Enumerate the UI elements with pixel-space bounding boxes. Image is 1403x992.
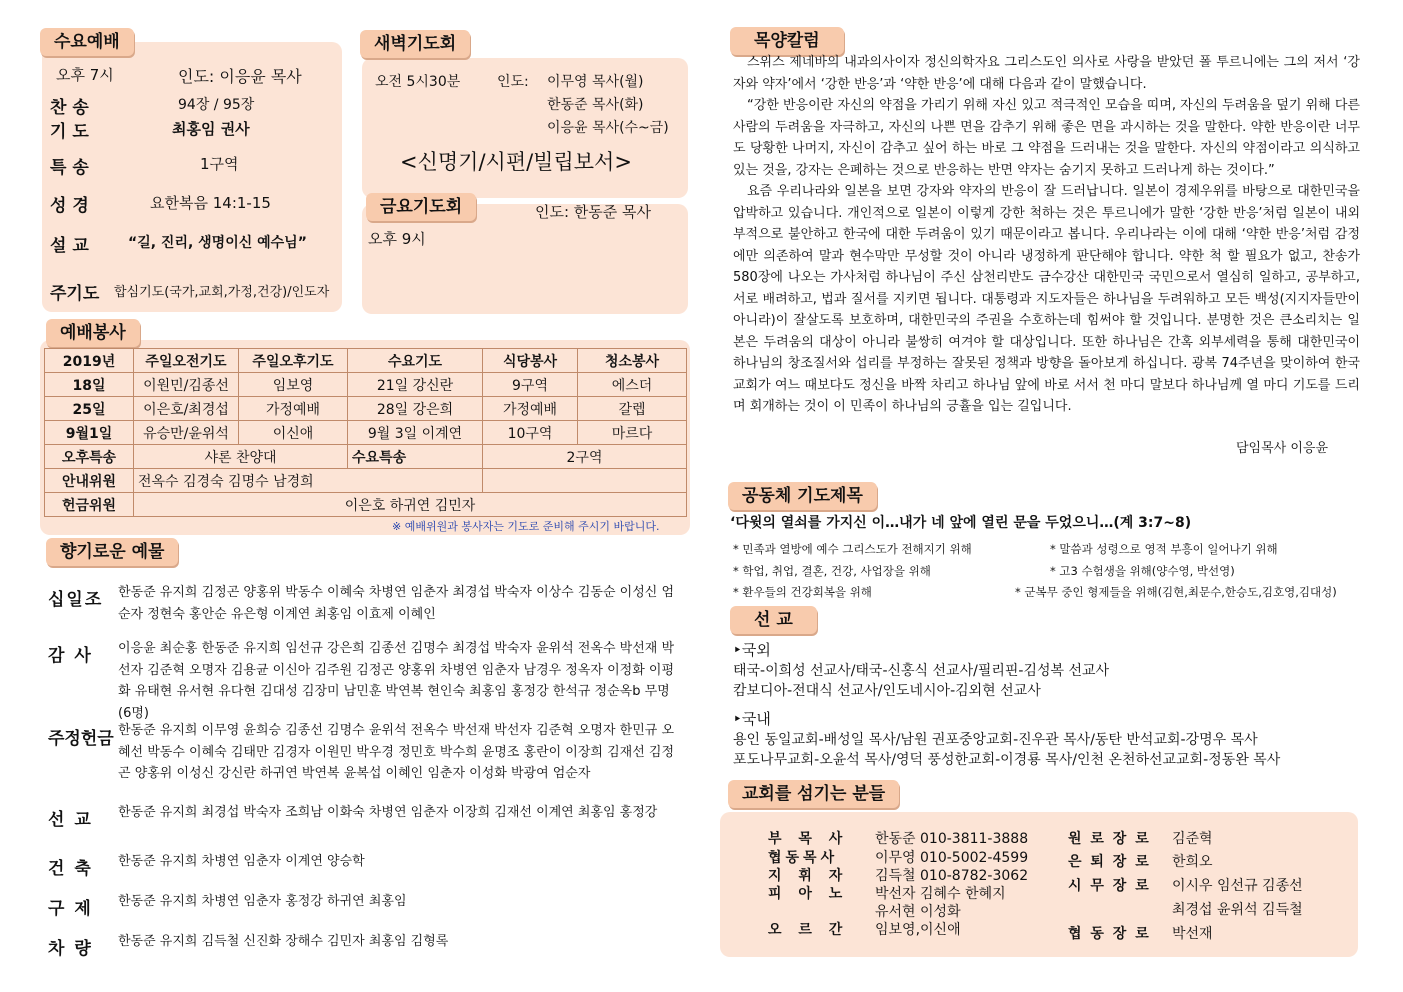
offering-label-vehicle: 차 량 — [48, 939, 93, 959]
wed-value-special: 1구역 — [200, 155, 239, 173]
table-cell: 18일 — [45, 373, 134, 397]
table-header: 수요기도 — [348, 349, 483, 373]
dawn-leader-label: 인도: — [497, 74, 529, 90]
table-cell: 10구역 — [483, 421, 578, 445]
dawn-leader-2: 한동준 목사(화) — [547, 97, 644, 113]
table-row — [45, 349, 687, 373]
mission-abroad-line: 태국-이희성 선교사/태국-신홍식 선교사/필리핀-김성복 선교사 — [733, 663, 1110, 679]
column-paragraph: 요즘 우리나라와 일본을 보면 강자와 약자의 반응이 잘 드러납니다. 일본이 경제우위를 바탕으로 대한민국을 압박하고 있습니다. 개인적으로 일본이 이렇게 강한 척하는 것은 투르니에가 말한 ‘강한 반응’처럼 일본이 내외부적으로 불안하고 한국에 대한 두려움이 있기 때문이라고 봅니다. 우리나라는 이에 대해 ‘약한 반응’처럼 감정에만 의존하여 말과 현수막만 무성할 것이 아니라 냉정하게 판단해야 합니다. 약한 척 할 필요가 없고, 찬송가 580장에 나오는 가사처럼 하나님이 주신 삼천리반도 금수강산 대한민국 국민으로서 열심히 일하고, 공부하고, 서로 배려하고, 법과 질서를 지키면 됩니다. 대통령과 지도자들은 하나님을 두려워하고 모든 백성(지지자들만이 아니라)이 잘살도록 보호하며, 대한민국의 주권을 수호하는데 힘써야 할 것입니다. 분명한 것은 큰소리치는 일본은 두려움의 대상이 아니라 불쌍히 여겨야 할 대상입니다. 또한 하나님은 간혹 외부세력을 통해 대한민국이 하나님의 창조질서와 섭리를 부정하는 잘못된 정책과 방향을 돌아보게 하십니다. 광복 74주년을 맞이하여 한국교회가 여느 때보다도 정신을 바짝 차리고 하나님 앞에 바로 서서 천 마디 말보다 하나님께 열 마디 기도를 드리며 회개하는 것이 이 민족이 하나님의 긍휼을 입는 길입니다. — [733, 184, 1360, 414]
wednesday-leader: 인도: 이응윤 목사 — [178, 67, 302, 86]
staff-role: 지 휘 자 — [768, 868, 849, 884]
table-cell: 임보영 — [239, 373, 348, 397]
offering-label-building: 건 축 — [48, 859, 93, 879]
table-cell: 에스더 — [578, 373, 687, 397]
table-header: 주일오후기도 — [239, 349, 348, 373]
offering-names-weekly: 한동준 유지희 이무영 윤희승 김종선 김명수 윤위석 전옥수 박선재 박선자 김준혁 오명자 한민규 오혜선 박동수 이혜숙 김태만 김경자 이원민 박우경 정민호 박수희 윤명조 홍란이 이장희 김재선 김정곤 양홍위 이성신 강신란 하귀연 박연복 윤복섭 이혜인 임춘자 이성화 박광여 엄순자 — [118, 723, 675, 781]
service-table — [44, 348, 687, 517]
table-header: 식당봉사 — [483, 349, 578, 373]
table-cell: 오후특송 — [45, 445, 134, 469]
staff-value: 박선자 김혜수 한혜지 — [875, 886, 1006, 902]
table-row — [45, 493, 687, 517]
staff-value: 임보영,이신애 — [875, 922, 961, 938]
staff-value: 김준혁 — [1172, 831, 1213, 847]
table-row — [45, 397, 687, 421]
staff-value: 김득철 010-8782-3062 — [875, 868, 1029, 884]
friday-time: 오후 9시 — [368, 230, 426, 248]
staff-tag: 교회를 섬기는 분들 — [728, 780, 899, 808]
wed-label-lords-prayer: 주기도 — [50, 284, 100, 304]
staff-role: 은 퇴 장 로 — [1068, 854, 1151, 870]
wed-value-prayer: 최홍임 권사 — [172, 120, 250, 138]
staff-value: 이무영 010-5002-4599 — [875, 850, 1029, 866]
mission-domestic-line: 포도나무교회-오윤석 목사/영덕 풍성한교회-이경룡 목사/인천 온천하선교교회-정동완 목사 — [733, 752, 1281, 768]
table-row — [45, 445, 687, 469]
table-cell: 전옥수 김경숙 김명수 남경희 — [134, 469, 483, 493]
table-cell: 이신애 — [239, 421, 348, 445]
table-row — [45, 373, 687, 397]
offering-label-tithe: 십일조 — [48, 590, 104, 610]
offering-names-building: 한동준 유지희 차병연 임춘자 이계연 양승학 — [118, 854, 365, 869]
dawn-leader-1: 이무영 목사(월) — [547, 74, 644, 90]
table-header: 청소봉사 — [578, 349, 687, 373]
wednesday-tag: 수요예배 — [40, 28, 134, 56]
column-signature: 담임목사 이응윤 — [1236, 441, 1329, 456]
staff-value: 한동준 010-3811-3888 — [875, 831, 1029, 847]
staff-role: 오 르 간 — [768, 922, 849, 938]
offering-names-thanks: 이응윤 최순홍 한동준 유지희 임선규 강은희 김종선 김명수 최경섭 박숙자 윤위석 전옥수 박선재 박선자 김준혁 오명자 김용균 이신아 김주원 김정곤 양홍위 차병연 임춘자 남경우 정옥자 이정화 이평화 유태현 유서현 유다현 김대성 김장미 남민훈 박연복 현인숙 최홍임 홍정강 한석규 정순옥b 무명(6명) — [118, 641, 675, 721]
table-cell: 갈렙 — [578, 397, 687, 421]
staff-role: 부 목 사 — [768, 831, 849, 847]
staff-role: 시 무 장 로 — [1068, 878, 1151, 894]
column-paragraph: “강한 반응이란 자신의 약점을 가리기 위해 자신 있고 적극적인 모습을 띠며, 자신의 두려움을 덮기 위해 다른 사람의 두려움을 자극하고, 자신의 나쁜 면을 감추기 위해 좋은 면을 과시하는 것을 말한다. 약한 반응이란 너무도 당황한 나머지, 자신이 감추고 싶어 하는 바로 그 약점을 드러내는 것을 말한다. 자신의 약점이라고 의식하고 있는 것을, 강자는 은폐하는 것으로 반응하는 반면 약자는 숨기지 못하고 드러나게 하는 것이다.” — [733, 98, 1360, 178]
mission-domestic-label: ‣국내 — [733, 710, 771, 728]
table-header: 2019년 — [45, 349, 134, 373]
mission-abroad-line: 캄보디아-전대식 선교사/인도네시아-김외현 선교사 — [733, 683, 1041, 699]
offering-names-tithe: 한동준 유지희 김정곤 양홍위 박동수 이혜숙 차병연 임춘자 최경섭 박숙자 이상수 김동순 이성신 엄순자 정현숙 홍안순 유은형 이계연 최홍임 이효제 이혜인 — [118, 585, 675, 622]
wed-label-scripture: 성 경 — [50, 196, 89, 216]
offering-label-mission: 선 교 — [48, 810, 93, 830]
column-body — [733, 52, 1360, 418]
staff-role: 협동목사 — [768, 850, 839, 866]
staff-role: 피 아 노 — [768, 886, 849, 902]
mission-domestic-line: 용인 동일교회-배성일 목사/남원 권포중앙교회-진우관 목사/동탄 반석교회-강명우 목사 — [733, 732, 1258, 748]
column-paragraph: 스위스 제네바의 내과의사이자 정신의학자요 그리스도인 의사로 사랑을 받았던 폴 투르니에는 그의 저서 ‘강자와 약자’에서 ‘강한 반응’과 ‘약한 반응’에 대해 다음과 같이 말했습니다. — [733, 55, 1360, 92]
table-row — [45, 421, 687, 445]
dawn-time: 오전 5시30분 — [375, 74, 461, 90]
table-cell: 가정예배 — [239, 397, 348, 421]
prayer-item: * 고3 수험생을 위해(양수영, 박선영) — [1050, 564, 1235, 578]
table-cell: 9월 3일 이계연 — [348, 421, 483, 445]
offering-names-vehicle: 한동준 유지희 김득철 신진화 장해수 김민자 최홍임 김형록 — [118, 934, 449, 949]
friday-tag: 금요기도회 — [366, 193, 476, 221]
offerings-tag: 향기로운 예물 — [46, 538, 178, 566]
table-cell: 9월1일 — [45, 421, 134, 445]
table-cell: 수요특송 — [348, 445, 483, 469]
dawn-leader-3: 이응윤 목사(수~금) — [547, 120, 669, 136]
table-cell: 9구역 — [483, 373, 578, 397]
table-cell: 마르다 — [578, 421, 687, 445]
table-cell: 28일 강은희 — [348, 397, 483, 421]
offering-label-thanks: 감 사 — [48, 646, 93, 666]
table-row — [45, 469, 687, 493]
table-cell: 이은호/최경섭 — [134, 397, 239, 421]
prayer-item: * 군복무 중인 형제들을 위해(김현,최문수,한승도,김호영,김대성) — [1015, 585, 1337, 599]
table-cell: 25일 — [45, 397, 134, 421]
wed-label-hymn: 찬 송 — [50, 98, 89, 118]
staff-value: 최경섭 윤위석 김득철 — [1172, 902, 1303, 918]
offering-label-relief: 구 제 — [48, 899, 93, 919]
staff-value: 박선재 — [1172, 926, 1213, 942]
staff-value: 이시우 임선규 김종선 — [1172, 878, 1303, 894]
offering-names-relief: 한동준 유지희 차병연 임춘자 홍정강 하귀연 최홍임 — [118, 894, 407, 909]
table-cell — [483, 469, 687, 493]
wednesday-time: 오후 7시 — [56, 66, 114, 84]
prayer-item: * 말씀과 성령으로 영적 부흥이 일어나기 위해 — [1050, 542, 1278, 556]
table-cell: 가정예배 — [483, 397, 578, 421]
mission-abroad-label: ‣국외 — [733, 641, 771, 659]
offering-names-mission: 한동준 유지희 최경섭 박숙자 조희남 이화숙 차병연 임춘자 이장희 김재선 이계연 최홍임 홍정강 — [118, 805, 658, 820]
mission-tag: 선 교 — [730, 606, 817, 634]
prayer-item: * 환우들의 건강회복을 위해 — [733, 585, 872, 599]
staff-role: 협 동 장 로 — [1068, 926, 1151, 942]
service-tag: 예배봉사 — [46, 319, 140, 347]
dawn-tag: 새벽기도회 — [360, 30, 470, 58]
table-cell: 이은호 하귀연 김민자 — [134, 493, 687, 517]
wed-value-sermon: “길, 진리, 생명이신 예수님” — [128, 235, 307, 251]
prayer-item: * 학업, 취업, 결혼, 건강, 사업장을 위해 — [733, 564, 931, 578]
table-cell: 유승만/윤위석 — [134, 421, 239, 445]
staff-value: 유서현 이성화 — [875, 904, 961, 920]
dawn-books: <신명기/시편/빌립보서> — [400, 150, 632, 174]
wed-label-special: 특 송 — [50, 158, 89, 178]
service-note: ※ 예배위원과 봉사자는 기도로 준비해 주시기 바랍니다. — [392, 520, 660, 533]
wed-value-scripture: 요한복음 14:1-15 — [150, 194, 271, 212]
column-tag: 목양칼럼 — [730, 27, 844, 55]
friday-leader: 인도: 한동준 목사 — [535, 203, 652, 221]
table-header: 주일오전기도 — [134, 349, 239, 373]
wed-label-prayer: 기 도 — [50, 122, 89, 142]
table-cell: 헌금위원 — [45, 493, 134, 517]
wed-value-lords-prayer: 합심기도(국가,교회,가정,건강)/인도자 — [114, 285, 330, 300]
offering-label-weekly: 주정헌금 — [48, 729, 114, 749]
wed-label-sermon: 설 교 — [50, 236, 89, 256]
table-cell: 샤론 찬양대 — [134, 445, 348, 469]
table-cell: 21일 강신란 — [348, 373, 483, 397]
prayer-verse: ‘다윗의 열쇠를 가지신 이…내가 네 앞에 열린 문을 두었으니…(계 3:7~8) — [730, 515, 1192, 531]
staff-role: 원 로 장 로 — [1068, 831, 1151, 847]
prayer-item: * 민족과 열방에 예수 그리스도가 전해지기 위해 — [733, 542, 972, 556]
table-cell: 2구역 — [483, 445, 687, 469]
prayer-tag: 공동체 기도제목 — [728, 482, 877, 510]
table-cell: 이원민/김종선 — [134, 373, 239, 397]
wed-value-hymn: 94장 / 95장 — [178, 97, 255, 113]
staff-value: 한희오 — [1172, 854, 1213, 870]
table-cell: 안내위원 — [45, 469, 134, 493]
